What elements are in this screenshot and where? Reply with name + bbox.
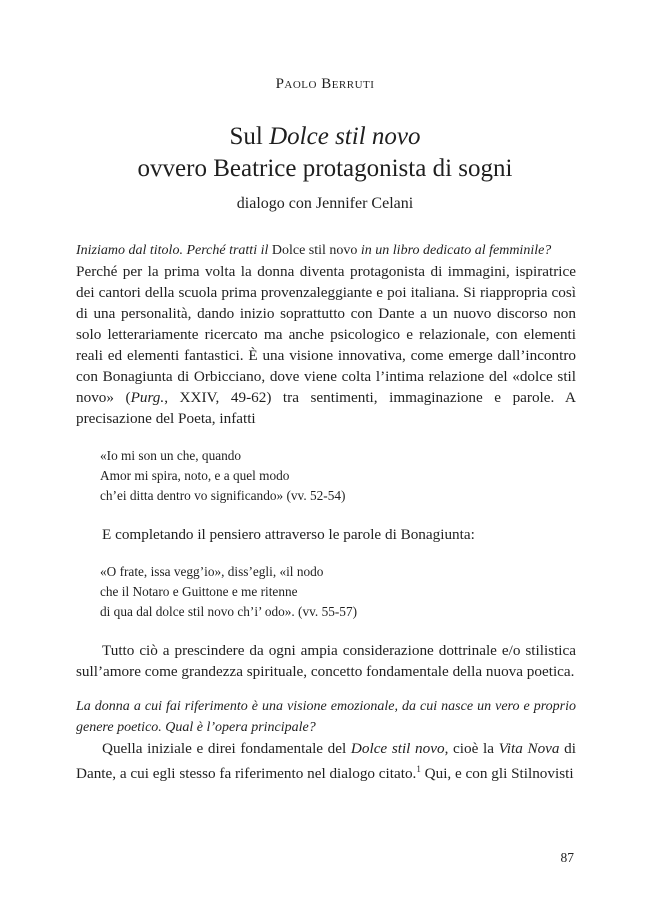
citation-italic: Purg. bbox=[130, 389, 165, 406]
verse-line: che il Notaro e Guittone e me ritenne bbox=[100, 584, 298, 599]
verse-line: Amor mi spira, noto, e a quel modo bbox=[100, 468, 290, 483]
question-text: Iniziamo dal titolo. Perché tratti il bbox=[76, 243, 272, 258]
section-gap bbox=[76, 682, 576, 696]
question-1 bbox=[76, 240, 576, 261]
verse-line: di qua dal dolce stil novo ch’i’ odo». (vv. 55-57) bbox=[100, 604, 358, 619]
title-italic: Dolce stil novo bbox=[269, 123, 421, 150]
chapter-title-line-2: ovvero Beatrice protagonista di sogni bbox=[137, 155, 513, 182]
page-number: 87 bbox=[560, 850, 574, 865]
paragraph-text: , XXIV, 49-62) tra sentimenti, immaginazione e parole. A precisazione del Poeta, infatti bbox=[76, 389, 576, 427]
verse-line: «Io mi son un che, quando bbox=[100, 448, 242, 463]
title-text: Sul bbox=[229, 123, 270, 150]
paragraph-text: Quella iniziale e direi fondamentale del bbox=[102, 740, 351, 757]
work-title-italic: Vita Nova bbox=[498, 740, 560, 757]
paragraph-text: Perché per la prima volta la donna diventa protagonista di immagini, ispiratrice dei cantori della scuola prima provenzaleggiante e poi italiana. Si riappropria così di una personalità, dando inizio soprattutto con Dante a un nuovo discorso non solo letterariamente ricercato ma anche psicologico e relazionale, con elementi reali ed elementi fantastici. È una visione innovativa, come emerge dall’incontro con Bonagiunta di Orbicciano, dove viene colta l’intima relazione del «dolce stil novo» ( bbox=[76, 263, 576, 406]
answer-paragraph-3: Tutto ciò a prescindere da ogni ampia considerazione dottrinale e/o stilistica sull’amore come grandezza spirituale, concetto fondamentale della nuova poetica. bbox=[76, 642, 576, 680]
question-roman: Dolce stil novo bbox=[271, 243, 358, 258]
answer-paragraph-2: E completando il pensiero attraverso le parole di Bonagiunta: bbox=[102, 526, 475, 543]
chapter-subtitle: dialogo con Jennifer Celani bbox=[236, 195, 414, 212]
paragraph-text: , cioè la bbox=[444, 740, 499, 757]
body-text bbox=[76, 240, 576, 784]
verse-line: «O frate, issa vegg’io», diss’egli, «il nodo bbox=[100, 564, 324, 579]
answer-paragraph-1 bbox=[76, 261, 576, 429]
chapter-title-block bbox=[0, 121, 650, 213]
verse-quote-2 bbox=[100, 562, 576, 622]
answer-paragraph-4 bbox=[76, 738, 576, 784]
chapter-title-line-1 bbox=[0, 121, 650, 153]
author-name: Paolo Berruti bbox=[275, 76, 375, 92]
paragraph-text: di Dante, a cui egli stesso fa riferimento nel dialogo citato. bbox=[76, 740, 576, 783]
question-text: in un libro dedicato al femminile? bbox=[357, 243, 552, 258]
verse-quote-1 bbox=[100, 446, 576, 506]
question-2: La donna a cui fai riferimento è una visione emozionale, da cui nasce un vero e proprio genere poetico. Qual è l’opera principale? bbox=[76, 699, 576, 735]
footnote-marker[interactable]: 1 bbox=[416, 764, 421, 774]
work-title-italic: Dolce stil novo bbox=[350, 740, 445, 757]
paragraph-text: Qui, e con gli Stilnovisti bbox=[420, 765, 574, 783]
verse-line: ch’ei ditta dentro vo significando» (vv. 52-54) bbox=[100, 488, 346, 503]
